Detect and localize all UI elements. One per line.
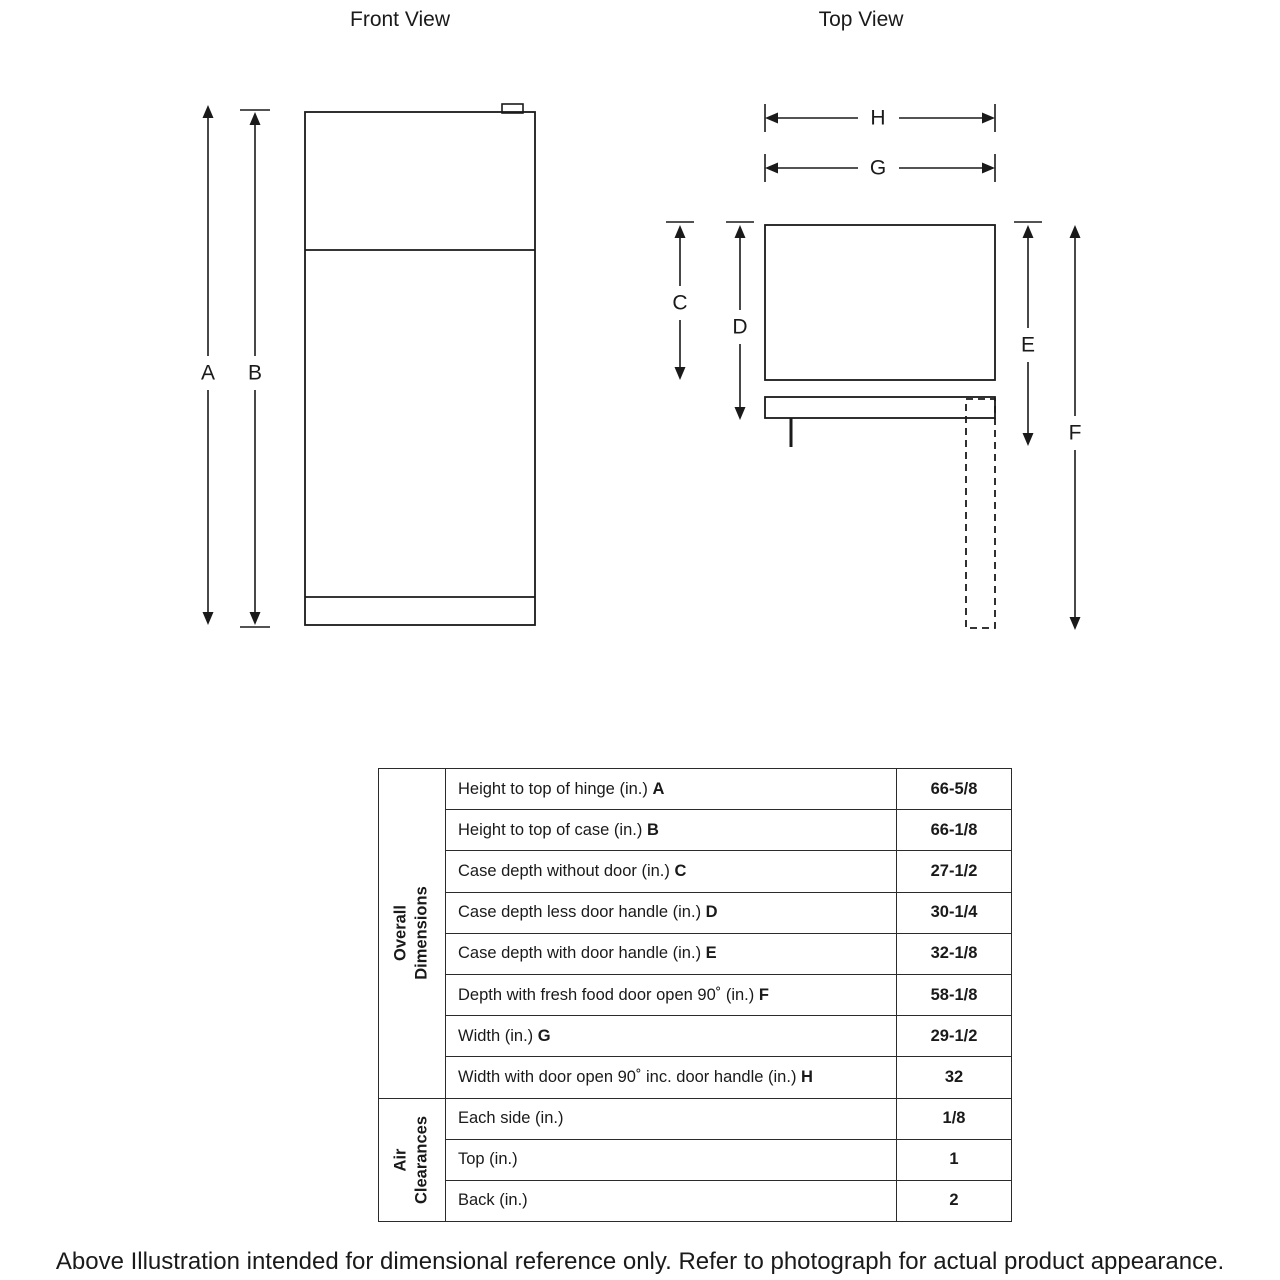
dimension-label-cell — [446, 1057, 897, 1098]
dimension-value-cell: 66-1/8 — [897, 810, 1012, 851]
table-row — [379, 974, 1012, 1015]
row-label: Depth with fresh food door open 90˚ (in.) — [458, 985, 759, 1004]
table-row — [379, 892, 1012, 933]
table-row — [379, 933, 1012, 974]
dimension-value-cell: 30-1/4 — [897, 892, 1012, 933]
dimension-label-f: F — [1068, 421, 1082, 445]
dimension-label-g: G — [869, 156, 887, 180]
row-label: Height to top of hinge (in.) — [458, 779, 653, 798]
dimension-value-cell: 1/8 — [897, 1098, 1012, 1139]
dimension-label-e: E — [1020, 333, 1036, 357]
group-label-line: Overall — [391, 905, 410, 962]
group-overall-dimensions — [379, 769, 446, 1099]
front-view-drawing — [305, 104, 535, 625]
cabinet-outline — [305, 112, 535, 625]
table-row — [379, 1098, 1012, 1139]
row-label: Case depth without door (in.) — [458, 861, 675, 880]
group-label-line: Air — [391, 1148, 410, 1172]
dimension-value-cell: 32-1/8 — [897, 933, 1012, 974]
group-label-line: Dimensions — [413, 886, 431, 981]
table-row — [379, 1180, 1012, 1221]
table-row — [379, 769, 1012, 810]
spec-table — [378, 768, 1012, 1222]
row-label: Case depth with door handle (in.) — [458, 944, 706, 963]
door-top-outline — [765, 397, 995, 418]
table-row — [379, 810, 1012, 851]
group-air-clearances — [379, 1098, 446, 1222]
table-row — [379, 1139, 1012, 1180]
dimension-label-cell — [446, 769, 897, 810]
dimension-value-cell: 58-1/8 — [897, 974, 1012, 1015]
dimension-arrow-f — [1069, 225, 1082, 630]
dimension-value-cell: 32 — [897, 1057, 1012, 1098]
group-label-line: Clearances — [413, 1115, 431, 1204]
dimension-label-cell — [446, 1180, 897, 1221]
dimension-value-cell: 66-5/8 — [897, 769, 1012, 810]
dimension-label-h: H — [870, 106, 886, 130]
dimension-value-cell: 1 — [897, 1139, 1012, 1180]
table-row — [379, 851, 1012, 892]
dimension-arrow-a — [201, 105, 215, 625]
row-letter: C — [674, 861, 687, 880]
dimension-value-cell: 27-1/2 — [897, 851, 1012, 892]
case-top-outline — [765, 225, 995, 380]
disclaimer-text: Above Illustration intended for dimensional reference only. Refer to photograph for actual product appearance. — [55, 1248, 1225, 1275]
dimension-label-a: A — [200, 361, 216, 385]
row-letter: D — [705, 903, 718, 922]
dimension-label-d: D — [732, 315, 748, 339]
table-row — [379, 1016, 1012, 1057]
door-open-dashed-outline — [966, 399, 995, 628]
row-label: Top (in.) — [458, 1150, 518, 1169]
dimension-label-cell — [446, 974, 897, 1015]
dimension-label-b: B — [247, 361, 263, 385]
dimension-label-cell — [446, 1139, 897, 1180]
dimension-label-cell — [446, 1098, 897, 1139]
dimension-value-cell: 29-1/2 — [897, 1016, 1012, 1057]
row-label: Width with door open 90˚ inc. door handle (in.) — [458, 1067, 802, 1086]
row-label: Case depth less door handle (in.) — [458, 903, 706, 922]
dimension-label-cell — [446, 851, 897, 892]
row-letter: G — [537, 1026, 551, 1045]
row-letter: A — [652, 779, 665, 798]
dimension-arrow-g — [765, 154, 995, 182]
table-row — [379, 1057, 1012, 1098]
row-letter: B — [646, 820, 659, 839]
top-view-drawing — [765, 225, 995, 628]
front-view-title: Front View — [350, 8, 450, 31]
row-label: Each side (in.) — [458, 1109, 564, 1128]
dimension-arrow-b — [240, 110, 270, 627]
dimension-label-cell — [446, 892, 897, 933]
row-letter: F — [758, 985, 769, 1004]
dimension-arrow-h — [765, 104, 995, 132]
row-letter: H — [801, 1067, 813, 1086]
dimension-arrow-e — [1014, 222, 1042, 446]
row-letter: E — [705, 944, 717, 963]
dimension-arrow-c — [666, 222, 694, 380]
dimension-value-cell: 2 — [897, 1180, 1012, 1221]
dimension-label-cell — [446, 810, 897, 851]
row-label: Back (in.) — [458, 1191, 528, 1210]
row-label: Width (in.) — [458, 1026, 538, 1045]
dimension-label-cell — [446, 1016, 897, 1057]
dimension-label-cell — [446, 933, 897, 974]
row-label: Height to top of case (in.) — [458, 820, 647, 839]
dimension-label-c: C — [672, 291, 688, 315]
dimension-arrow-d — [726, 222, 754, 420]
top-view-title: Top View — [818, 8, 904, 31]
